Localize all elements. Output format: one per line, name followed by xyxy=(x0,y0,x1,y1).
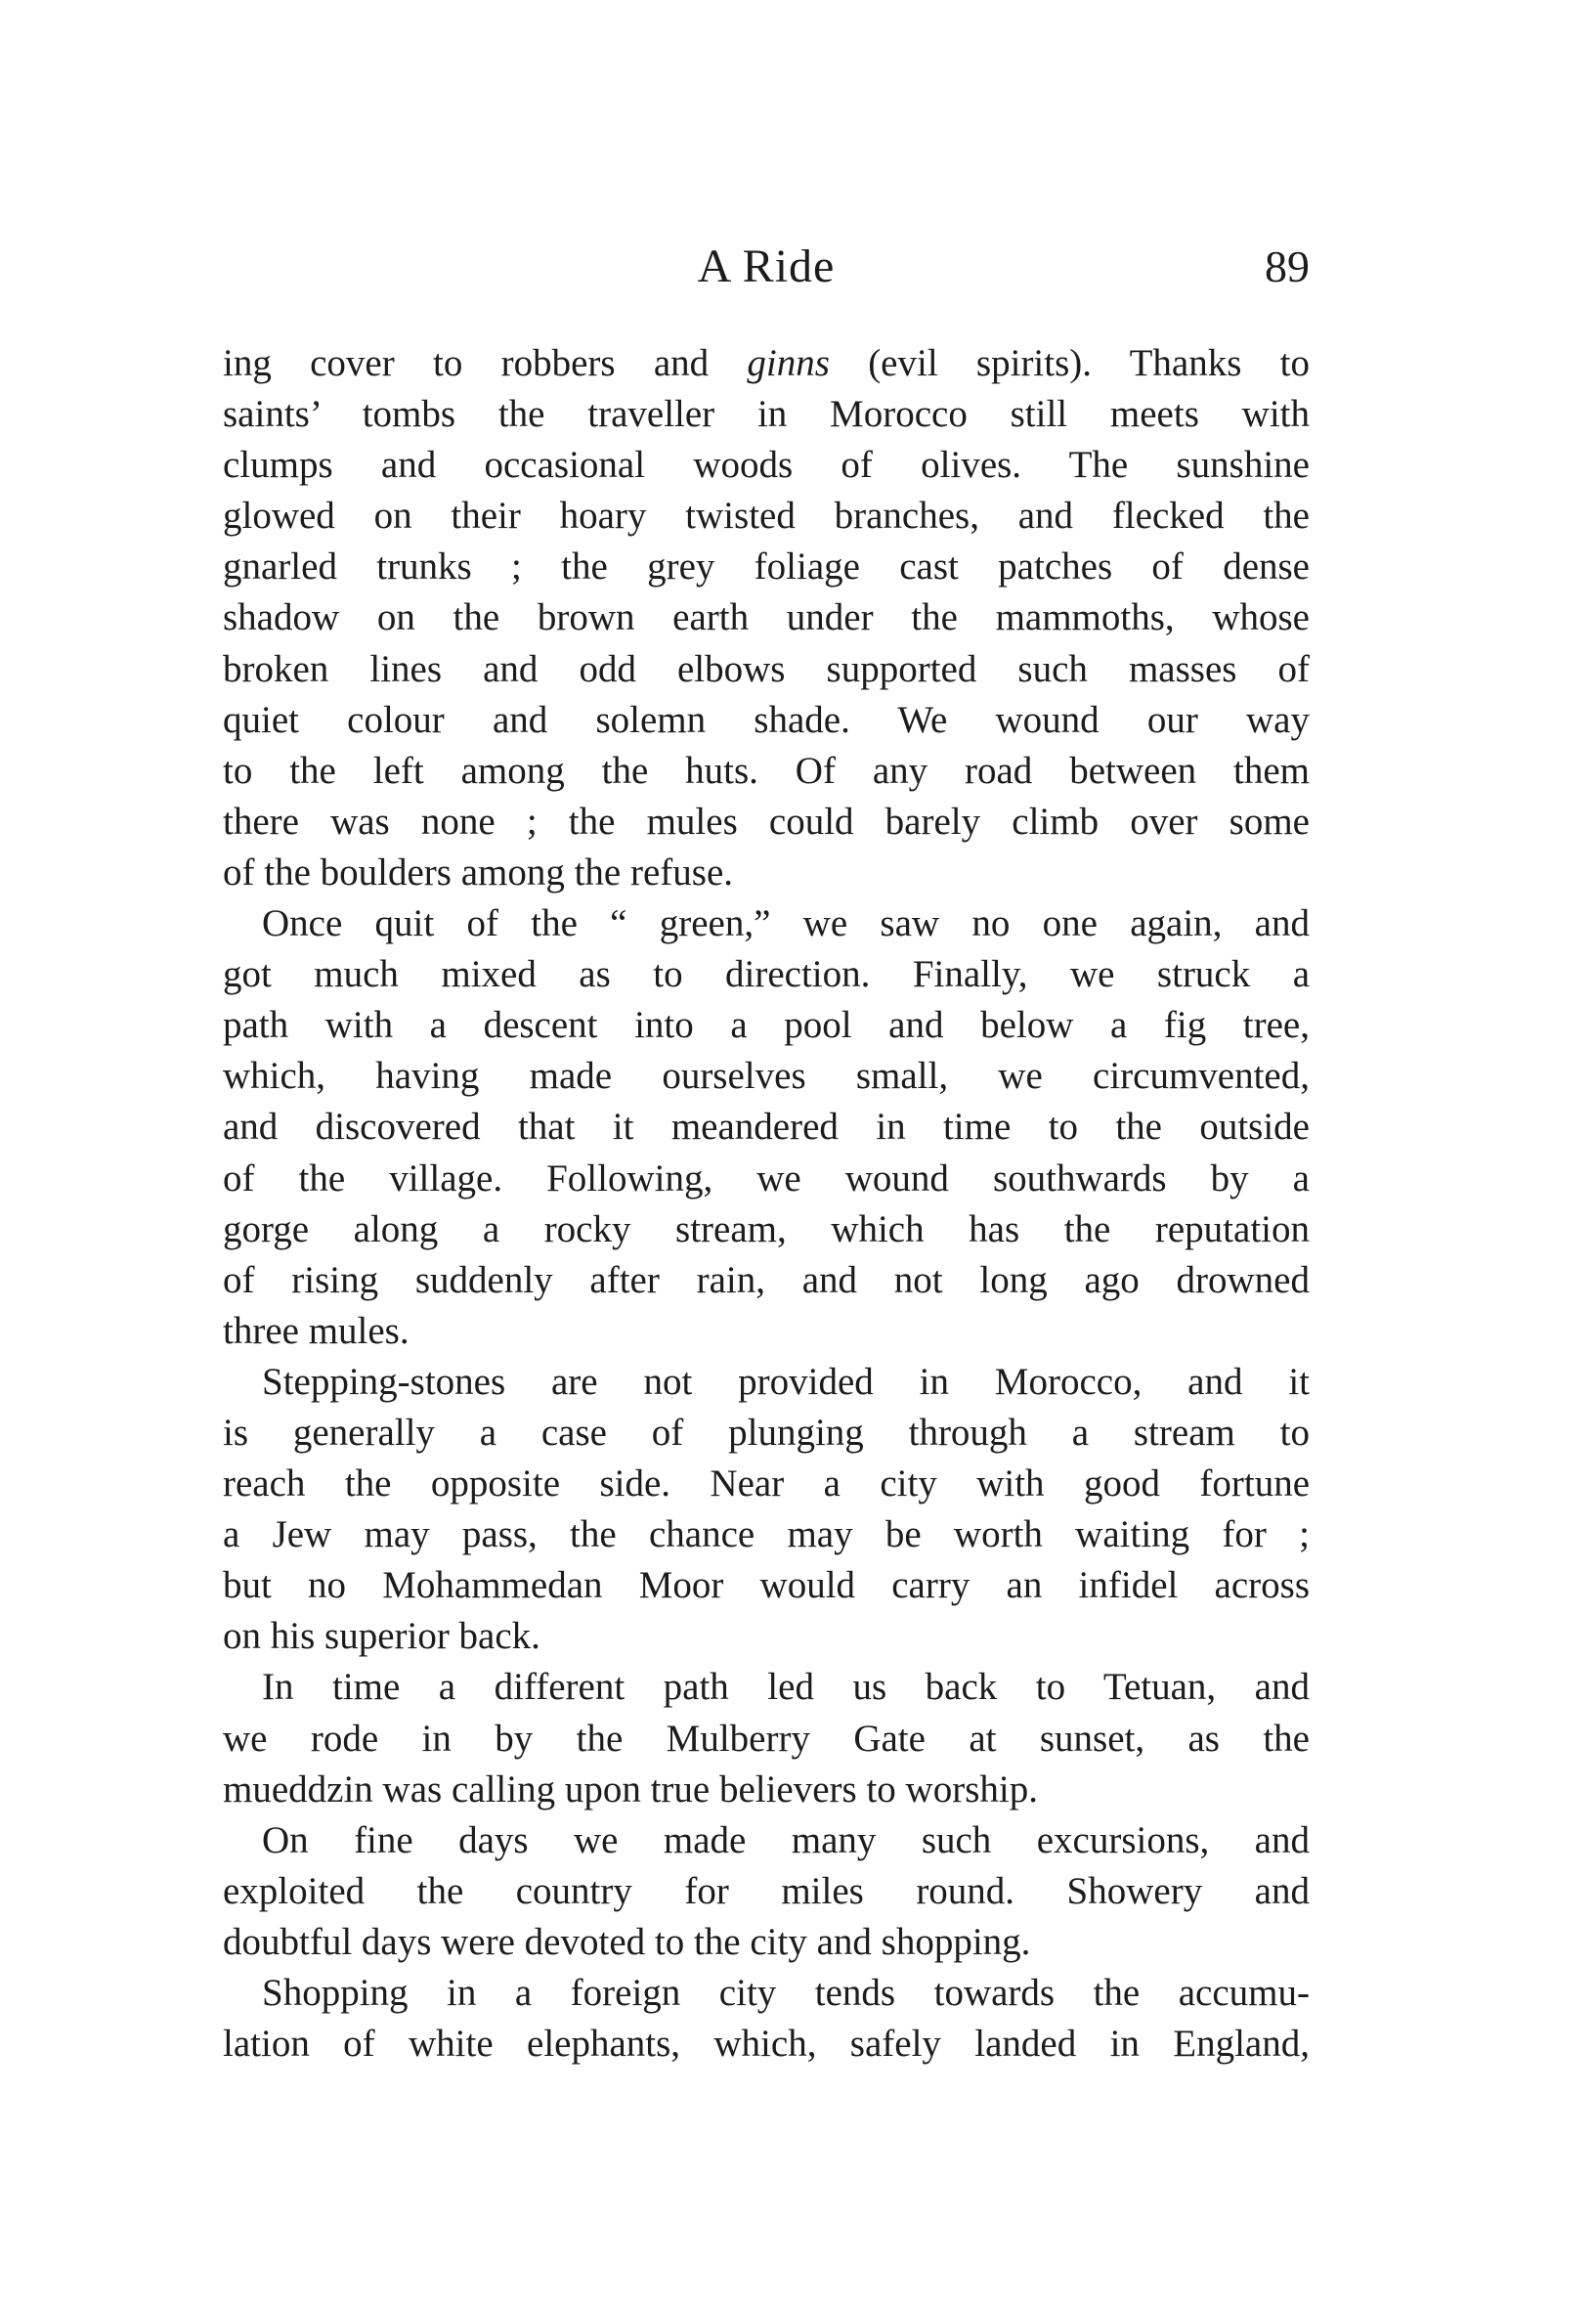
text-line: path with a descent into a pool and below a fig tree, xyxy=(223,1004,1310,1047)
text-line: gnarled trunks ; the grey foliage cast patches of dense xyxy=(223,545,1310,589)
italic-word: ginns xyxy=(747,342,830,384)
text-line: three mules. xyxy=(223,1309,410,1352)
text-line: of the village. Following, we wound southwards by a xyxy=(223,1156,1310,1200)
text-line: doubtful days were devoted to the city and shopping. xyxy=(223,1920,1031,1963)
text-line: On fine days we made many such excursions, and xyxy=(262,1818,1310,1861)
text-line: lation of white elephants, which, safely landed in England, xyxy=(223,2023,1310,2066)
text-line: there was none ; the mules could barely climb over some xyxy=(223,800,1310,843)
running-title: A Ride xyxy=(697,240,836,292)
text-line: which, having made ourselves small, we circumvented, xyxy=(223,1055,1310,1098)
text-line: but no Mohammedan Moor would carry an infidel across xyxy=(223,1564,1310,1607)
body-text xyxy=(223,338,1310,2070)
running-head xyxy=(223,233,1310,301)
text-line: clumps and occasional woods of olives. The sunshine xyxy=(223,444,1310,487)
text-segment: ing cover to robbers and xyxy=(223,342,748,384)
text-line: of the boulders among the refuse. xyxy=(223,851,734,894)
text-line: to the left among the huts. Of any road between them xyxy=(223,749,1310,792)
text-line: on his superior back. xyxy=(223,1615,540,1658)
text-line: Stepping-stones are not provided in Morocco, and it xyxy=(262,1360,1310,1403)
text-line: gorge along a rocky stream, which has the reputation xyxy=(223,1207,1310,1250)
text-line: Shopping in a foreign city tends towards the accumu- xyxy=(262,1972,1310,2014)
text-line: broken lines and odd elbows supported such masses of xyxy=(223,647,1310,690)
text-line: and discovered that it meandered in time to the outside xyxy=(223,1106,1310,1149)
text-line: quiet colour and solemn shade. We wound our way xyxy=(223,698,1310,741)
text-line: In time a different path led us back to Tetuan, and xyxy=(262,1666,1310,1709)
text-line: of rising suddenly after rain, and not long ago drowned xyxy=(223,1258,1310,1301)
text-segment: (evil spirits). Thanks to xyxy=(829,342,1310,384)
text-line: we rode in by the Mulberry Gate at sunset, as the xyxy=(223,1717,1310,1760)
text-line: Once quit of the “ green,” we saw no one again, and xyxy=(262,902,1310,945)
text-line: exploited the country for miles round. Showery and xyxy=(223,1869,1310,1912)
text-line: saints’ tombs the traveller in Morocco still meets with xyxy=(223,393,1310,436)
text-line: got much mixed as to direction. Finally, we struck a xyxy=(223,953,1310,996)
text-line: mueddzin was calling upon true believers to worship. xyxy=(223,1767,1038,1810)
text-line: reach the opposite side. Near a city with good fortune xyxy=(223,1462,1310,1505)
page-number: 89 xyxy=(1265,241,1310,291)
text-line: glowed on their hoary twisted branches, and flecked the xyxy=(223,495,1310,538)
text-line: is generally a case of plunging through a stream to xyxy=(223,1411,1310,1454)
text-line: a Jew may pass, the chance may be worth waiting for ; xyxy=(223,1513,1310,1556)
text-line xyxy=(223,338,1310,389)
text-line: shadow on the brown earth under the mammoths, whose xyxy=(223,596,1310,639)
